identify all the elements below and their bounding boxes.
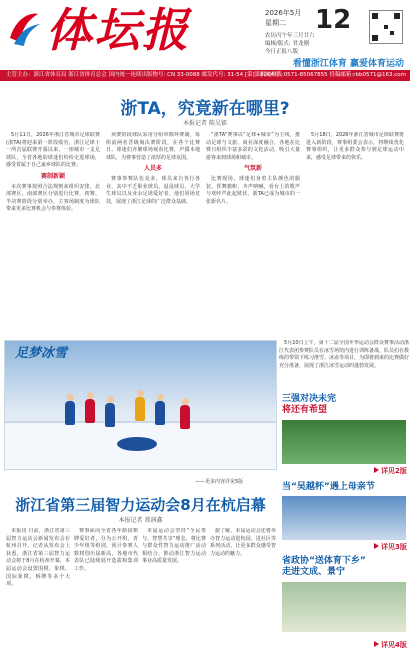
- skier-figure: [85, 399, 95, 423]
- bottom-paragraph: 赛事面向全省各年龄段棋牌爱好者，分为公开组、青少年组等组别，预计参赛人数将创历届新高，各地市代表队已陆续展开选拔和集训工作。: [74, 528, 138, 572]
- skier-figure: [155, 401, 165, 425]
- teaser-title: 当“吴越杯”遇上母亲节: [282, 482, 375, 492]
- lead-paragraph: 5月11日，2026年浙江省城市足球联赛(浙TA)将迎来第一阶段收官，浙江足球十一所首届联赛开幕以来，一座城市一支足球队，全省各地的球迷们纷纷走进球场，感受着属于自己家乡球队的比赛。: [6, 132, 100, 169]
- lead-byline: 本报记者 陈吴镭: [183, 120, 227, 127]
- snow-photo: [4, 340, 277, 470]
- info-bar: [0, 70, 410, 81]
- slogan-row: [0, 56, 410, 68]
- teaser-title: 走进文成、景宁: [282, 567, 346, 577]
- teaser-photo-3: [282, 582, 406, 632]
- date-week: 星期二: [265, 19, 286, 27]
- lead-column-4: [306, 132, 404, 332]
- sidebar-teaser-1[interactable]: [282, 394, 410, 416]
- snow-tube: [117, 437, 157, 451]
- lead-column-2: [106, 132, 200, 332]
- link-label: 详见2版: [381, 467, 407, 475]
- issue-meta: [265, 32, 365, 56]
- editor-line: 编辑/版式: 君龙刚: [265, 41, 309, 47]
- date-year: 2026年5月: [265, 9, 302, 17]
- lunar-date: 农历丙午年三月廿六: [265, 33, 315, 39]
- bottom-column-1: [6, 528, 70, 652]
- teaser-photo-1: [282, 420, 406, 464]
- detail-link-page-3[interactable]: [374, 542, 407, 552]
- lead-subhead-3: 气氛新: [243, 165, 262, 173]
- link-label: 详见3版: [381, 543, 407, 551]
- lead-paragraph: 赛事参赛队伍众多，球员来自各行各业，其中不乏职业球员、退役球员、大学生球员以及业余足球爱好者，他们同场竞技，展现了浙江足球的广泛群众基础。: [106, 175, 200, 205]
- bottom-byline: 本报记者 郑润鑫: [118, 517, 163, 524]
- lead-paragraph: 预赛阶段球队采用分组单循环赛制，每组前两名晋级淘汰赛阶段，在各个比赛日，球迷们齐聚球场观看比赛，声援本地球队，为赛事营造了浓厚的足球氛围。: [106, 132, 200, 161]
- arrow-icon: [374, 543, 379, 549]
- arrow-icon: [374, 467, 379, 473]
- skier-figure: [105, 403, 115, 427]
- teaser-title: 三强对决未完: [282, 394, 337, 404]
- bottom-paragraph: 据了解，本届运动会还将举办智力运动进校园、进社区等系列活动，让更多群众感受智力运动的魅力。: [210, 528, 276, 557]
- bottom-paragraph: 本报讯 日前，浙江省第三届智力运动会新闻发布会在杭州召开，记者从发布会上获悉，浙江省第三届智力运动会将于8月在杭州开幕，本届运动会设置围棋、象棋、国际象棋、桥牌等多个大项。: [6, 528, 70, 588]
- lead-headline[interactable]: 浙TA，究竟新在哪里?: [120, 99, 290, 119]
- bottom-column-4: [210, 528, 276, 652]
- photo-caption: ——更多内容详见5版: [195, 479, 244, 485]
- bottom-column-3: [142, 528, 206, 652]
- lead-subhead-1: 赛制新颖: [40, 172, 65, 180]
- slogan: 看懂浙江体育 赢爱体育运动: [292, 59, 404, 69]
- sidebar-teaser-3[interactable]: [282, 556, 410, 578]
- qr-code-icon: [369, 10, 403, 44]
- paper-logo-icon: [6, 8, 42, 48]
- lead-column-3: [206, 132, 300, 332]
- sidebar-teaser-2[interactable]: [282, 482, 410, 493]
- bottom-column-2: [74, 528, 138, 652]
- link-label: 详见4版: [381, 641, 407, 649]
- snow-title: 足梦冰雪: [15, 346, 68, 361]
- detail-link-page-2[interactable]: [374, 466, 407, 476]
- bottom-headline[interactable]: 浙江省第三届智力运动会8月在杭启幕: [15, 496, 266, 514]
- bottom-paragraph: 本届运动会坚持“全民参与、智慧共享”理念，将比赛与群众性智力运动推广活动相结合，推动浙江智力运动事业高质量发展。: [142, 528, 206, 565]
- arrow-icon: [374, 641, 379, 647]
- skier-figure: [180, 405, 190, 429]
- skier-figure: [135, 397, 145, 421]
- lead-paragraph: 5月18日，2026年浙江省城市足球联赛将进入新阶段，赛事组委会表示，将继续优化赛事组织，让更多群众参与到足球运动中来，感受足球带来的快乐。: [306, 132, 404, 161]
- lead-paragraph: 本次赛事按照合法规则来组织安排，北部赛区、南部赛区分别进行比赛，初赛、半决赛阶段分别举办，主客场制度为球队带来更多比赛机会与参赛体验。: [6, 183, 100, 213]
- teaser-title: 省政协“送体育下乡”: [282, 556, 366, 566]
- skier-figure: [65, 401, 75, 425]
- lead-paragraph: 比赛现场，球迷们身着主队颜色的服装，挥舞旗帜，齐声呐喊，看台上的歌声与欢呼声此起彼伏，浙TA已成为城市的一张新名片。: [206, 175, 300, 205]
- contact-info: 新闻热线:0571-85067855 投稿邮箱:rbb0571@163.com: [259, 72, 406, 78]
- publisher-info: 主管主办：浙江省体育局 浙江省体育总会 国内统一连续出版物号: CN 33-0088 邮发代号: 31-54 [第]第5204号: [6, 72, 280, 78]
- paper-title: 体坛报: [46, 3, 190, 57]
- pages-line: 今日正报八版: [265, 49, 299, 55]
- lead-column-1: [6, 132, 100, 332]
- snow-paragraph: 5月10日上午，第十二届全国冬季运动会群众赛事活动浙江代表团参赛队员在冰雪场馆内进行训练备战，队员们在教练的带领下练习滑雪、冰壶等项目，为即将到来的比赛做好充分准备，展现了浙江冰雪运动的蓬勃发展。: [279, 340, 409, 369]
- detail-link-page-4[interactable]: [374, 640, 407, 650]
- lead-subhead-2: 人员多: [143, 165, 162, 173]
- date-day: 12: [315, 5, 352, 35]
- teaser-photo-2: [282, 496, 406, 540]
- teaser-title: 将还有希望: [282, 405, 328, 415]
- lead-paragraph: “浙TA”赛事以“足球+城市”为主线，推动足球与文旅、商业深度融合，各地在比赛日组织丰富多彩的文化活动，吸引大量游客来到球场和城市。: [206, 132, 300, 161]
